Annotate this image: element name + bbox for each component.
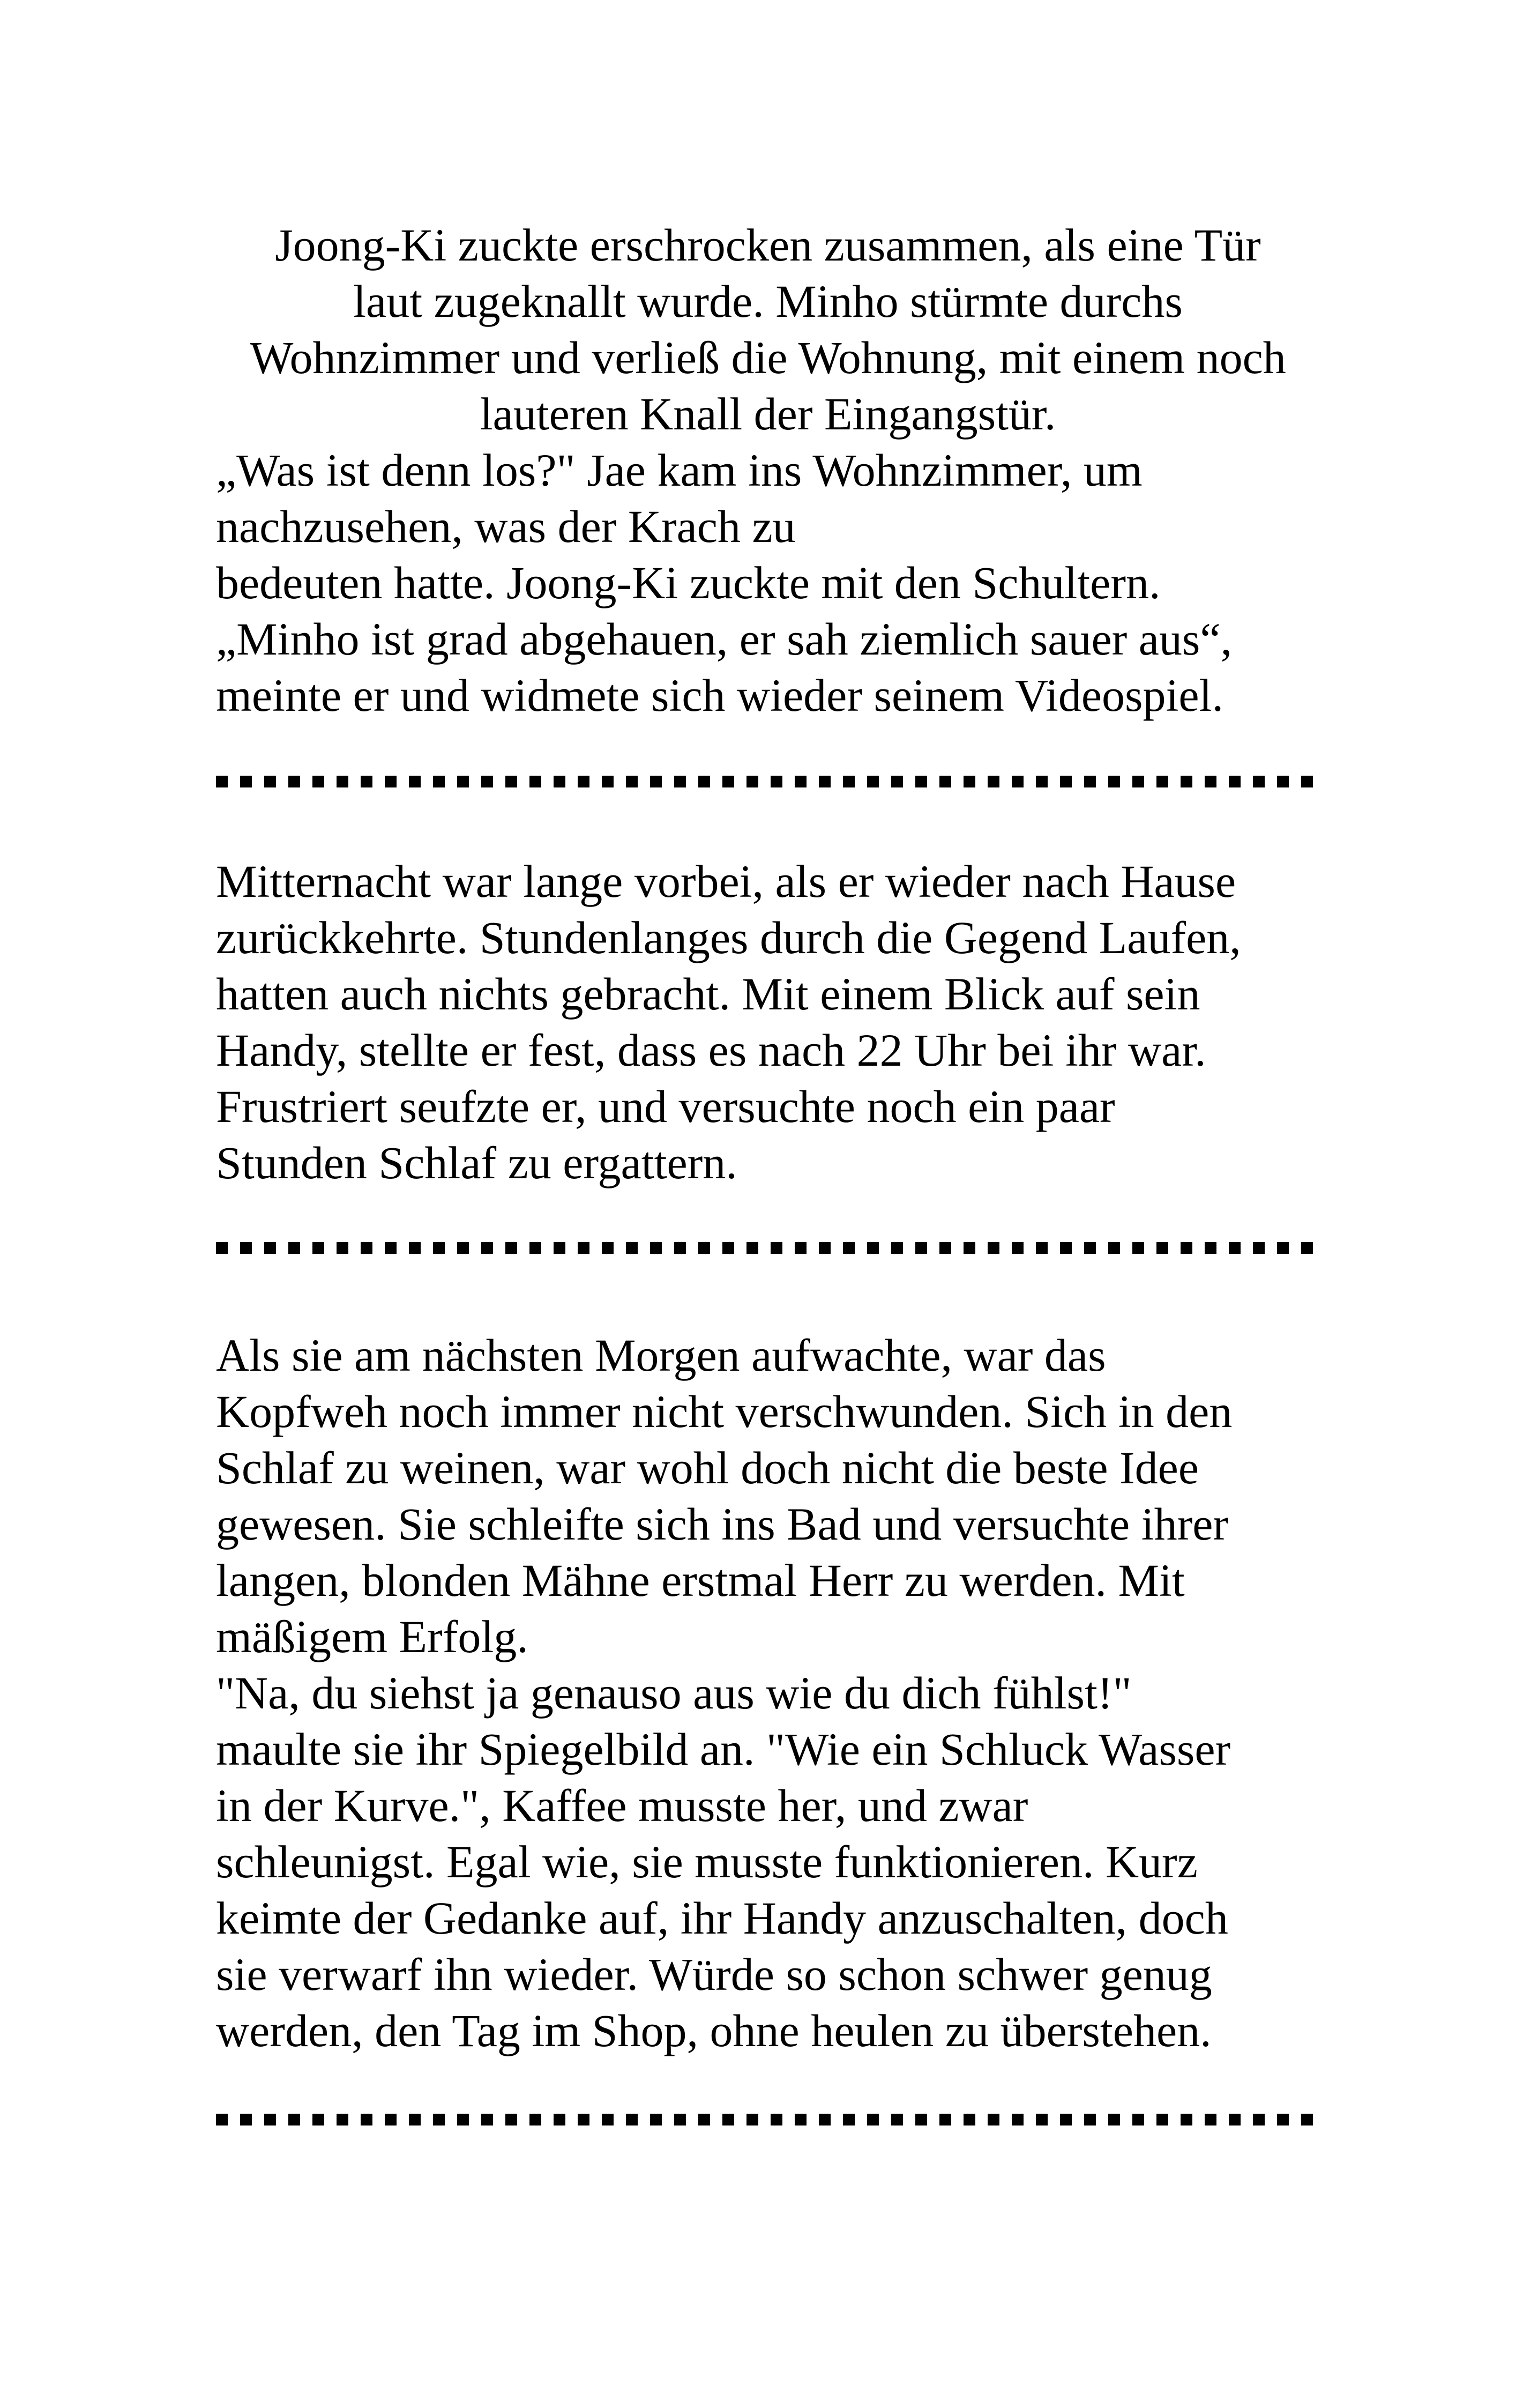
document-content xyxy=(216,217,1320,2125)
paragraph-intro-centered: Joong-Ki zuckte erschrocken zusammen, als eine Tür laut zugeknallt wurde. Minho stürmte durchs Wohnzimmer und verließ die Wohnung, mit einem noch lauteren Knall der Eingangstür. xyxy=(250,219,1286,440)
scene-separator xyxy=(216,1242,1320,1254)
scene-separator xyxy=(216,2114,1320,2125)
paragraph-morning: Als sie am nächsten Morgen aufwachte, war das Kopfweh noch immer nicht verschwunden. Sich in den Schlaf zu weinen, war wohl doch nicht die beste Idee gewesen. Sie schleifte sich ins Bad und versuchte ihrer langen, blonden Mähne erstmal Herr zu werden. Mit mäßigem Erfolg. "Na, du siehst ja genauso aus wie du dich fühlst!" maulte sie ihr Spiegelbild an. "Wie ein Schluck Wasser in der Kurve.", Kaffee musste her, und zwar schleunigst. Egal wie, sie musste funktionieren. Kurz keimte der Gedanke auf, ihr Handy anzuschalten, doch sie verwarf ihn wieder. Würde so schon schwer genug werden, den Tag im Shop, ohne heulen zu überstehen. xyxy=(216,1329,1233,2056)
paragraph-jae-dialogue: „Was ist denn los?" Jae kam ins Wohnzimmer, um nachzusehen, was der Krach zu bedeuten hatte. Joong-Ki zuckte mit den Schultern. „Minho ist grad abgehauen, er sah ziemlich sauer aus“, meinte er und widmete sich wieder seinem Videospiel. xyxy=(216,444,1233,721)
scene-separator xyxy=(216,776,1320,787)
paragraph-midnight: Mitternacht war lange vorbei, als er wieder nach Hause zurückkehrte. Stundenlanges durch die Gegend Laufen, hatten auch nichts gebracht. Mit einem Blick auf sein Handy, stellte er fest, dass es nach 22 Uhr bei ihr war. Frustriert seufzte er, und versuchte noch ein paar Stunden Schlaf zu ergattern. xyxy=(216,856,1241,1188)
